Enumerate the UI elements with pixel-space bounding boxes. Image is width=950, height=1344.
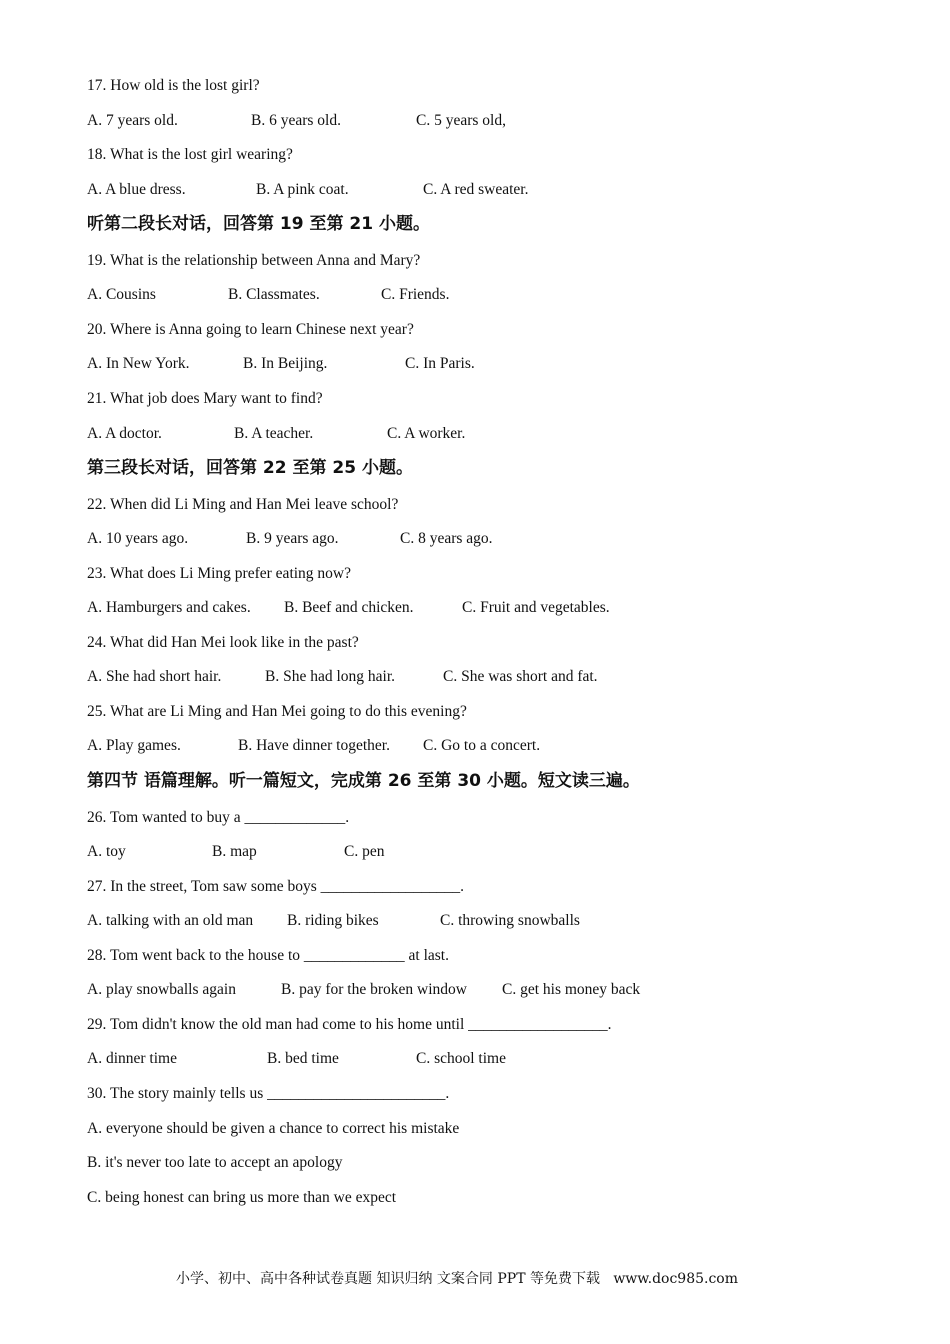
page-footer: 小学、初中、高中各种试卷真题 知识归纳 文案合同 PPT 等免费下载 www.doc985.com	[176, 1271, 739, 1287]
option-b: B. riding bikes	[287, 912, 379, 929]
option-c: C. Go to a concert.	[423, 737, 541, 754]
option-b: B. map	[212, 843, 257, 860]
option-c: C. school time	[416, 1050, 506, 1067]
question-stem: 24. What did Han Mei look like in the past?	[87, 634, 359, 651]
option-b: B. pay for the broken window	[281, 981, 467, 998]
option-c: C. Friends.	[381, 286, 450, 303]
question-stem: 25. What are Li Ming and Han Mei going to do this evening?	[87, 703, 467, 720]
option-a: A. dinner time	[87, 1050, 177, 1067]
question-stem: 30. The story mainly tells us _______________________.	[87, 1085, 450, 1102]
question-stem: 26. Tom wanted to buy a _____________.	[87, 809, 350, 826]
option-a: A. 10 years ago.	[87, 530, 189, 547]
option-b: B. bed time	[267, 1050, 339, 1067]
option-b: B. 6 years old.	[251, 112, 341, 129]
option-a: A. Cousins	[87, 286, 156, 303]
question-stem: 28. Tom went back to the house to _____________ at last.	[87, 947, 449, 964]
option-c: C. 5 years old,	[416, 112, 506, 129]
option-b: B. A teacher.	[234, 425, 314, 442]
option-c: C. In Paris.	[405, 355, 475, 372]
option-a: A. everyone should be given a chance to correct his mistake	[87, 1120, 460, 1137]
question-stem: 20. Where is Anna going to learn Chinese next year?	[87, 321, 414, 338]
question-stem: 27. In the street, Tom saw some boys __________________.	[87, 878, 465, 895]
option-c: C. Fruit and vegetables.	[462, 599, 610, 616]
question-stem: 22. When did Li Ming and Han Mei leave school?	[87, 496, 399, 513]
option-b: B. 9 years ago.	[246, 530, 339, 547]
option-a: A. Play games.	[87, 737, 181, 754]
option-c: C. A red sweater.	[423, 181, 529, 198]
option-b: B. In Beijing.	[243, 355, 328, 372]
question-stem: 17. How old is the lost girl?	[87, 77, 260, 94]
question-stem: 23. What does Li Ming prefer eating now?	[87, 565, 351, 582]
option-b: B. Beef and chicken.	[284, 599, 414, 616]
option-a: A. talking with an old man	[87, 912, 254, 929]
option-c: C. throwing snowballs	[440, 912, 580, 929]
option-b: B. A pink coat.	[256, 181, 349, 198]
question-stem: 29. Tom didn't know the old man had come to his home until __________________.	[87, 1016, 612, 1033]
option-b: B. it's never too late to accept an apology	[87, 1154, 343, 1171]
option-c: C. She was short and fat.	[443, 668, 598, 685]
option-a: A. A doctor.	[87, 425, 162, 442]
question-stem: 18. What is the lost girl wearing?	[87, 146, 293, 163]
option-c: C. A worker.	[387, 425, 466, 442]
option-a: A. She had short hair.	[87, 668, 222, 685]
question-stem: 21. What job does Mary want to find?	[87, 390, 323, 407]
option-b: B. Have dinner together.	[238, 737, 390, 754]
option-a: A. toy	[87, 843, 126, 860]
option-c: C. get his money back	[502, 981, 641, 998]
question-stem: 19. What is the relationship between Anna and Mary?	[87, 252, 421, 269]
option-a: A. Hamburgers and cakes.	[87, 599, 251, 616]
section-heading: 听第二段长对话，回答第 19 至第 21 小题。	[87, 214, 430, 234]
section-heading: 第四节 语篇理解。听一篇短文，完成第 26 至第 30 小题。短文读三遍。	[87, 771, 640, 791]
option-a: A. In New York.	[87, 355, 190, 372]
section-heading: 第三段长对话，回答第 22 至第 25 小题。	[87, 458, 413, 478]
option-a: A. A blue dress.	[87, 181, 186, 198]
option-c: C. being honest can bring us more than we expect	[87, 1189, 397, 1206]
option-c: C. pen	[344, 843, 385, 860]
option-a: A. play snowballs again	[87, 981, 236, 998]
option-c: C. 8 years ago.	[400, 530, 493, 547]
option-a: A. 7 years old.	[87, 112, 178, 129]
option-b: B. She had long hair.	[265, 668, 396, 685]
option-b: B. Classmates.	[228, 286, 320, 303]
